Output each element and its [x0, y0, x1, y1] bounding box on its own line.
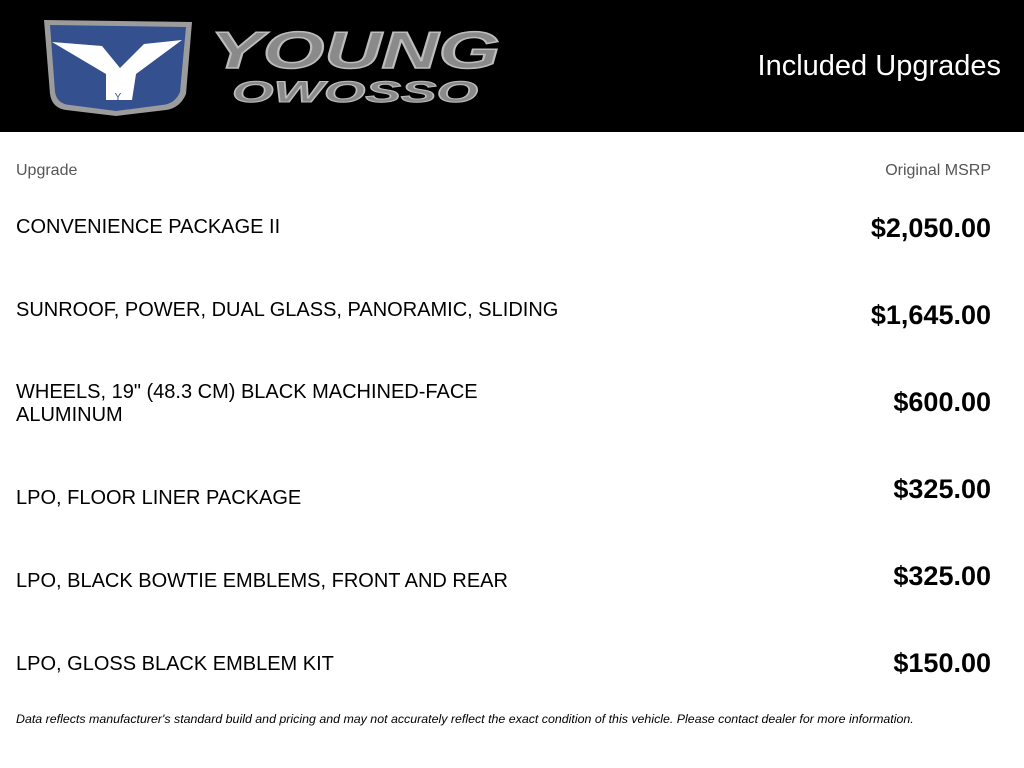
upgrade-name: LPO, GLOSS BLACK EMBLEM KIT [16, 653, 334, 675]
upgrade-price: $2,050.00 [870, 213, 991, 243]
logo-name: YOUNG [210, 22, 500, 80]
upgrade-price: $325.00 [893, 561, 991, 591]
upgrade-name: WHEELS, 19" (48.3 CM) BLACK MACHINED-FACE ALUMINUM [16, 381, 478, 426]
upgrade-column-header: Upgrade [16, 162, 78, 179]
msrp-column-header: Original MSRP [885, 162, 991, 179]
upgrade-name: LPO, FLOOR LINER PACKAGE [16, 487, 302, 509]
upgrade-name: LPO, BLACK BOWTIE EMBLEMS, FRONT AND REAR [16, 570, 508, 592]
header [0, 0, 1024, 132]
page-title: Included Upgrades [757, 50, 1001, 82]
svg-text:Y: Y [114, 92, 122, 103]
upgrade-name: CONVENIENCE PACKAGE II [16, 216, 281, 238]
upgrade-price: $1,645.00 [870, 300, 991, 330]
logo-city: OWOSSO [232, 76, 478, 109]
upgrade-name: SUNROOF, POWER, DUAL GLASS, PANORAMIC, SLIDING [16, 299, 559, 321]
dealer-logo [40, 16, 510, 120]
upgrade-price: $150.00 [893, 648, 991, 678]
disclaimer: Data reflects manufacturer's standard build and pricing and may not accurately reflect the exact condition of this vehicle. Please contact dealer for more information. [16, 712, 914, 726]
upgrade-price: $600.00 [893, 387, 991, 417]
shield-icon [44, 20, 192, 116]
upgrade-price: $325.00 [893, 474, 991, 504]
